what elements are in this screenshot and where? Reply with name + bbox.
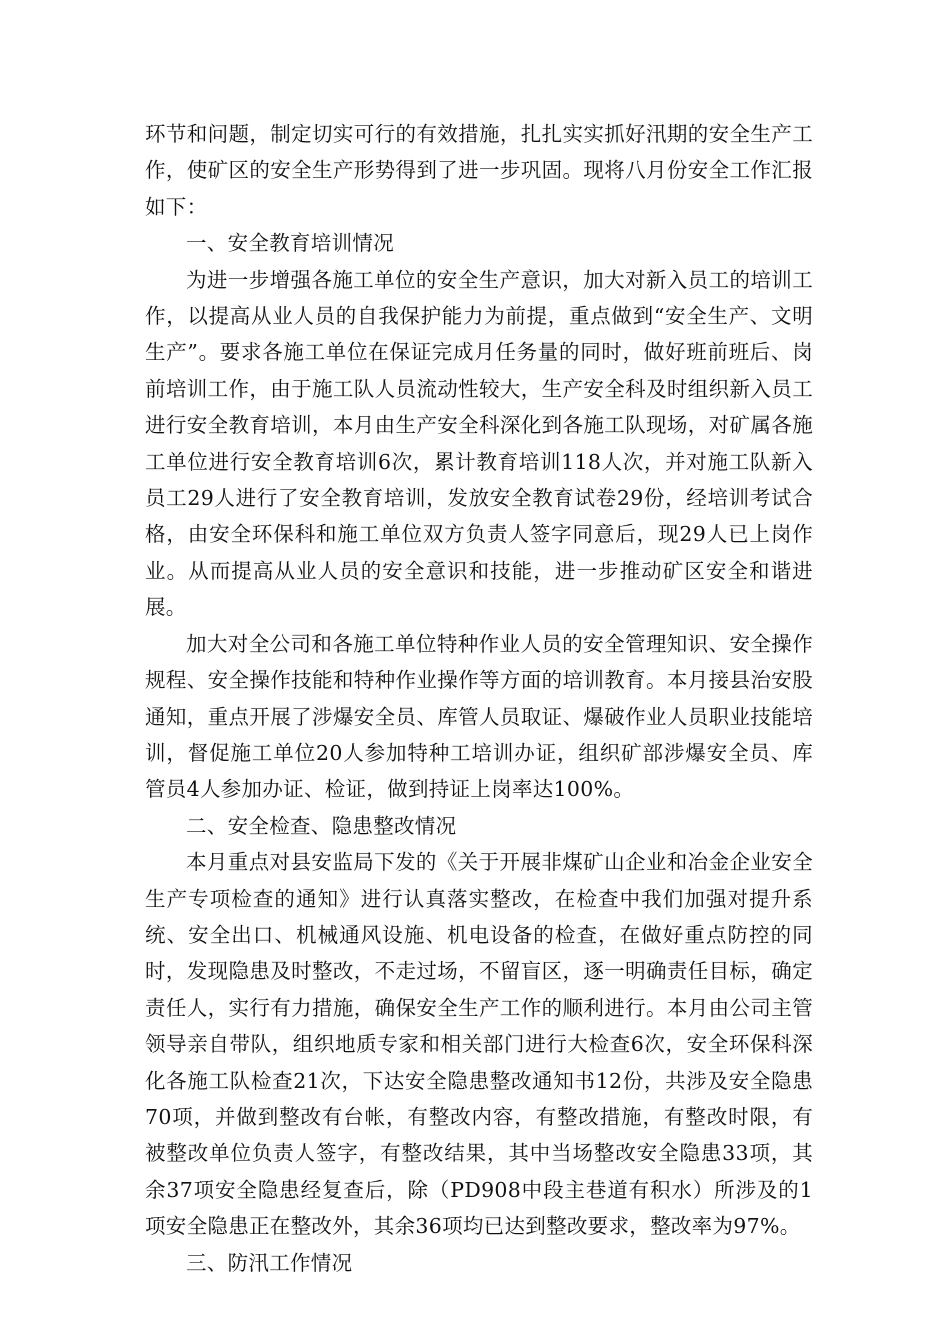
intro-paragraph: 环节和问题，制定切实可行的有效措施，扎扎实实抓好汛期的安全生产工作，使矿区的安全生产形势得到了进一步巩固。现将八月份安全工作汇报如下： [145, 122, 813, 219]
section-heading-inspection: 二、安全检查、隐患整改情况 [186, 813, 457, 838]
inspection-paragraph: 本月重点对县安监局下发的《关于开展非煤矿山企业和冶金企业安全生产专项检查的通知》进行认真落实整改，在检查中我们加强对提升系统、安全出口、机械通风设施、机电设备的检查，在做好重点防控的同时，发现隐患及时整改，不走过场，不留盲区，逐一明确责任目标，确定责任人，实行有力措施，确保安全生产工作的顺利进行。本月由公司主管领导亲自带队，组织地质专家和相关部门进行大检查6次，安全环保科深化各施工队检查21次，下达安全隐患整改通知书12份，共涉及安全隐患70项，并做到整改有台帐，有整改内容，有整改措施，有整改时限，有被整改单位负责人签字，有整改结果，其中当场整改安全隐患33项，其余37项安全隐患经复查后，除（PD908中段主巷道有积水）所涉及的1项安全隐患正在整改外，其余36项均已达到整改要求，整改率为97%。 [145, 850, 813, 1239]
section-heading-safety-training: 一、安全教育培训情况 [186, 231, 394, 256]
section-heading-flood-control: 三、防汛工作情况 [186, 1250, 353, 1275]
special-operations-training-paragraph: 加大对全公司和各施工单位特种作业人员的安全管理知识、安全操作规程、安全操作技能和特种作业操作等方面的培训教育。本月接县治安股通知，重点开展了涉爆安全员、库管人员取证、爆破作业人员职业技能培训，督促施工单位20人参加特种工培训办证，组织矿部涉爆安全员、库管员4人参加办证、检证，做到持证上岗率达100%。 [145, 631, 813, 802]
training-paragraph: 为进一步增强各施工单位的安全生产意识，加大对新入员工的培训工作，以提高从业人员的自我保护能力为前提，重点做到“安全生产、文明生产”。要求各施工单位在保证完成月任务量的同时，做好班前班后、岗前培训工作，由于施工队人员流动性较大，生产安全科及时组织新入员工进行安全教育培训，本月由生产安全科深化到各施工队现场，对矿属各施工单位进行安全教育培训6次，累计教育培训118人次，并对施工队新入员工29人进行了安全教育培训，发放安全教育试卷29份，经培训考试合格，由安全环保科和施工单位双方负责人签字同意后，现29人已上岗作业。从而提高从业人员的安全意识和技能，进一步推动矿区安全和谐进展。 [145, 267, 813, 620]
document-body [145, 116, 813, 1281]
